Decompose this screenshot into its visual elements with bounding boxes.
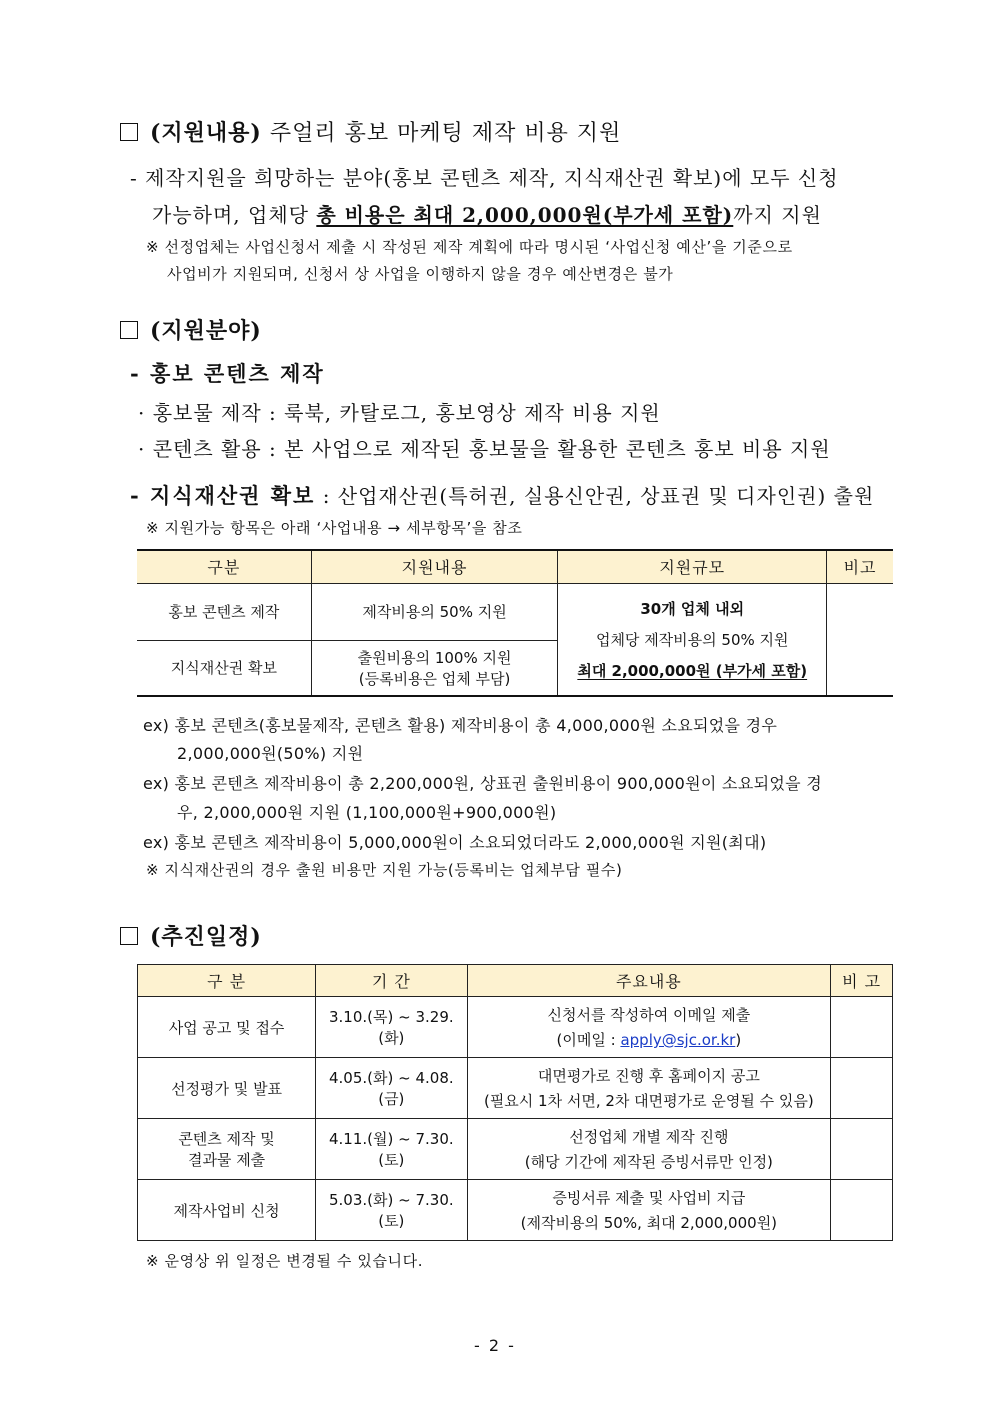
email-link[interactable]: apply@sjc.or.kr	[620, 1031, 736, 1049]
section-heading-support-content: (지원내용) 주얼리 홍보 마케팅 제작 비용 지원	[120, 116, 621, 147]
support-scale-cell: 30개 업체 내외 업체당 제작비용의 50% 지원 최대 2,000,000원 (부가세 포함)	[558, 583, 827, 696]
table-row	[138, 1058, 893, 1119]
table-header: 구분	[137, 550, 311, 583]
table-cell: 대면평가로 진행 후 홈페이지 공고 (필요시 1차 서면, 2차 대면평가로 운영될 수 있음)	[467, 1058, 831, 1119]
table-row	[138, 1119, 893, 1180]
note: ※ 운영상 위 일정은 변경될 수 있습니다.	[146, 1252, 424, 1270]
table-header: 비고	[827, 550, 893, 583]
table-header: 주요내용	[467, 965, 831, 997]
example-line: ex) 홍보 콘텐츠 제작비용이 총 2,200,000원, 상표권 출원비용이 900,000원이 소요되었을 경	[143, 774, 822, 793]
table-cell: 5.03.(화) ~ 7.30.(토)	[316, 1180, 467, 1241]
table-cell: 지식재산권 확보	[137, 640, 311, 696]
list-item: · 홍보물 제작 : 룩북, 카탈로그, 홍보영상 제작 비용 지원	[138, 401, 661, 425]
support-field-table	[137, 549, 893, 697]
table-cell: 제작비용의 50% 지원	[311, 583, 558, 640]
max-cost-highlight: 총 비용은 최대 2,000,000원(부가세 포함)	[316, 203, 734, 227]
remarks-cell	[831, 1058, 893, 1119]
table-header: 기 간	[316, 965, 467, 997]
table-row	[138, 1180, 893, 1241]
support-content-line: - 제작지원을 희망하는 분야(홍보 콘텐츠 제작, 지식재산권 확보)에 모두 신청	[130, 166, 839, 190]
subheading-promo-content: - 홍보 콘텐츠 제작	[130, 361, 325, 386]
table-cell: 선정업체 개별 제작 진행 (해당 기간에 제작된 증빙서류만 인정)	[467, 1119, 831, 1180]
note: ※ 지식재산권의 경우 출원 비용만 지원 가능(등록비는 업체부담 필수)	[146, 861, 623, 879]
table-cell: 콘텐츠 제작 및 결과물 제출	[138, 1119, 316, 1180]
table-row	[138, 997, 893, 1058]
example-line: 우, 2,000,000원 지원 (1,100,000원+900,000원)	[177, 803, 557, 822]
example-line: ex) 홍보 콘텐츠(홍보물제작, 콘텐츠 활용) 제작비용이 총 4,000,000원 소요되었을 경우	[143, 716, 778, 735]
table-cell: 3.10.(목) ~ 3.29.(화)	[316, 997, 467, 1058]
support-content-line: 가능하며, 업체당 총 비용은 최대 2,000,000원(부가세 포함)까지 지원	[152, 203, 822, 227]
remarks-cell	[827, 583, 893, 696]
section-heading-schedule: (추진일정)	[120, 920, 262, 951]
subheading-ip: - 지식재산권 확보 : 산업재산권(특허권, 실용신안권, 상표권 및 디자인권) 출원	[130, 483, 875, 508]
example-line: 2,000,000원(50%) 지원	[177, 744, 364, 763]
note: 사업비가 지원되며, 신청서 상 사업을 이행하지 않을 경우 예산변경은 불가	[167, 265, 674, 283]
checkbox-square-icon	[120, 927, 138, 945]
table-cell: 제작사업비 신청	[138, 1180, 316, 1241]
table-row	[137, 583, 893, 640]
table-header: 비 고	[831, 965, 893, 997]
table-cell: 출원비용의 100% 지원 (등록비용은 업체 부담)	[311, 640, 558, 696]
remarks-cell	[831, 997, 893, 1058]
table-header: 지원내용	[311, 550, 558, 583]
example-line: ex) 홍보 콘텐츠 제작비용이 5,000,000원이 소요되었더라도 2,000,000원 지원(최대)	[143, 833, 767, 852]
table-header: 지원규모	[558, 550, 827, 583]
table-cell: 홍보 콘텐츠 제작	[137, 583, 311, 640]
remarks-cell	[831, 1119, 893, 1180]
section-heading-support-field: (지원분야)	[120, 314, 262, 345]
page-number: - 2 -	[474, 1336, 516, 1355]
table-cell: 신청서를 작성하여 이메일 제출 (이메일 : apply@sjc.or.kr)	[467, 997, 831, 1058]
table-cell: 4.11.(월) ~ 7.30.(토)	[316, 1119, 467, 1180]
checkbox-square-icon	[120, 123, 138, 141]
note: ※ 지원가능 항목은 아래 ‘사업내용 → 세부항목’을 참조	[146, 519, 523, 537]
remarks-cell	[831, 1180, 893, 1241]
table-cell: 선정평가 및 발표	[138, 1058, 316, 1119]
checkbox-square-icon	[120, 321, 138, 339]
list-item: · 콘텐츠 활용 : 본 사업으로 제작된 홍보물을 활용한 콘텐츠 홍보 비용 지원	[138, 437, 831, 461]
note: ※ 선정업체는 사업신청서 제출 시 작성된 제작 계획에 따라 명시된 ‘사업신청 예산’을 기준으로	[146, 238, 793, 256]
table-cell: 4.05.(화) ~ 4.08.(금)	[316, 1058, 467, 1119]
table-header: 구 분	[138, 965, 316, 997]
table-cell: 증빙서류 제출 및 사업비 지급 (제작비용의 50%, 최대 2,000,000원)	[467, 1180, 831, 1241]
table-cell: 사업 공고 및 접수	[138, 997, 316, 1058]
schedule-table	[137, 964, 893, 1241]
